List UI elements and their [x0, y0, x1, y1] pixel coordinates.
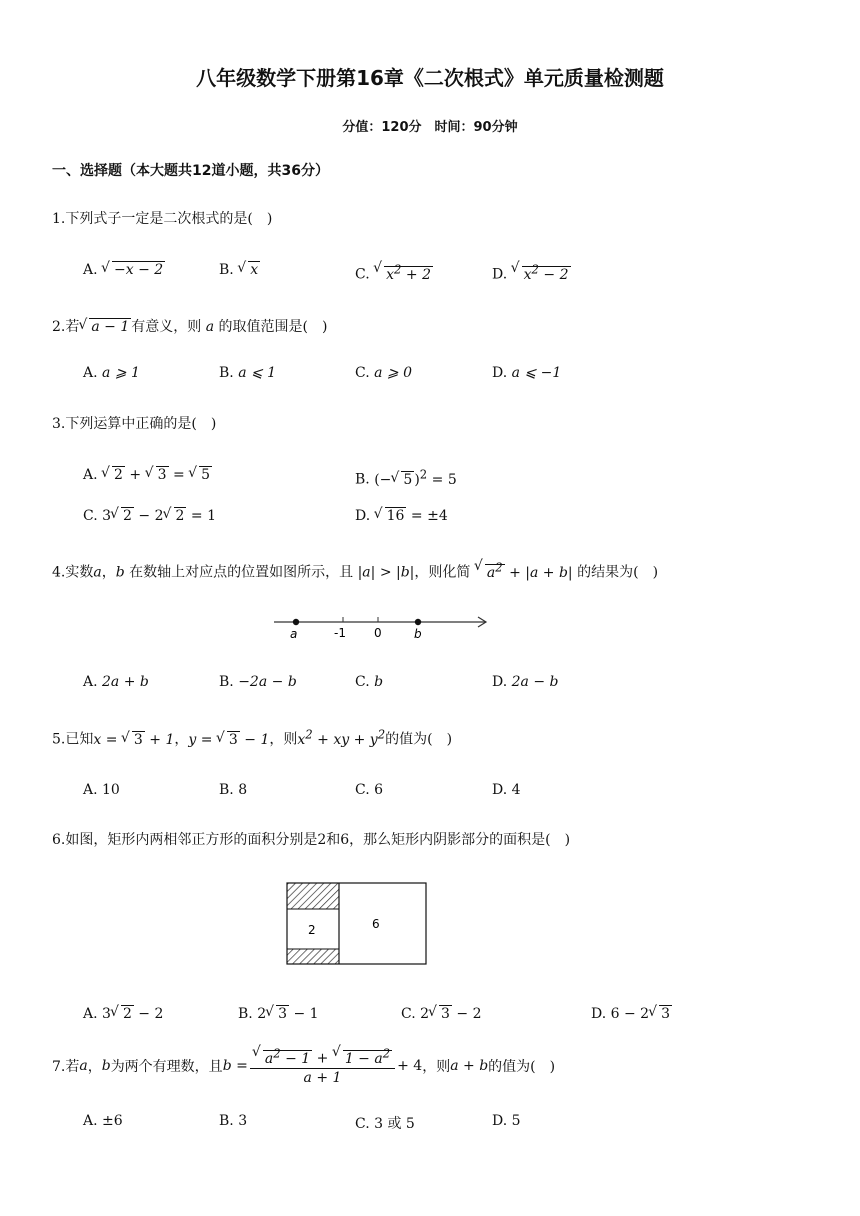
q5-option-c[interactable]: C. 6 [355, 782, 384, 798]
variable: b [115, 564, 125, 581]
option-label: A. [83, 1113, 98, 1129]
q1-option-d[interactable] [492, 262, 571, 283]
option-label: C. [401, 1006, 416, 1022]
q4-option-a[interactable] [83, 674, 149, 690]
formula: √ $a^2 + |a + b|$ [475, 565, 573, 581]
q3-option-a[interactable] [83, 467, 212, 483]
point-a [293, 619, 299, 625]
formula: 6 − 2√ 3 [611, 1006, 672, 1022]
option-label: D. [492, 674, 508, 690]
formula: 2√ 3 − 1 [257, 1006, 318, 1022]
option-label: A. [83, 365, 98, 381]
formula: a + b [450, 1057, 489, 1074]
q5-option-a[interactable]: A. 10 [83, 782, 120, 798]
q7-option-b[interactable]: B. 3 [219, 1113, 248, 1129]
formula: a ⩾ 0 [374, 365, 413, 381]
formula: b = [222, 1057, 248, 1074]
label-zero: 0 [374, 626, 382, 640]
question-6: 6.如图，矩形内两相邻正方形的面积分别是2和6，那么矩形内阴影部分的面积是( ) [52, 832, 571, 848]
label-a: a [290, 627, 298, 641]
q2-option-d[interactable] [492, 365, 561, 381]
formula: √ x [238, 262, 260, 278]
formula: −2a − b [238, 674, 297, 690]
formula: y = √ 3 − 1 [188, 732, 269, 748]
option-label: C. [83, 508, 98, 524]
q3-option-b[interactable] [355, 467, 457, 488]
q6-option-d[interactable] [591, 1006, 672, 1022]
shaded-top [287, 883, 339, 909]
formula: ±6 [102, 1113, 123, 1129]
formula: x = √ 3 + 1 [93, 732, 174, 748]
question-text: 2.若 [52, 319, 80, 335]
point-b [415, 619, 421, 625]
formula: (−√ 5 )$^2$ = 5 [374, 472, 457, 488]
variable: b [101, 1057, 111, 1074]
formula: 2a + b [102, 674, 149, 690]
option-label: D. [355, 508, 371, 524]
label-b: b [414, 627, 422, 641]
formula: √ a − 1 [79, 319, 131, 335]
formula: √ $x^2 - 2$ [512, 262, 571, 283]
option-label: A. [83, 674, 98, 690]
option-label: B. [355, 471, 370, 488]
small-square-label: 2 [308, 923, 316, 937]
variable: a [93, 564, 102, 581]
question-4: 4.实数a，b 在数轴上对应点的位置如图所示，且 |a| > |b|，则化简 √ $a^2 + |a + b|$ 的结果为( ) [52, 560, 658, 582]
q1-option-a[interactable] [83, 262, 165, 278]
q3-option-d[interactable] [355, 508, 448, 524]
question-5: 5.已知x = √ 3 + 1，y = √ 3 − 1，则$x^2$ + xy + $y^2$的值为( ) [52, 727, 452, 749]
formula: $x^2$ + xy + $y^2$ [297, 727, 386, 748]
number-line-figure [266, 605, 496, 645]
question-text: 在数轴上对应点的位置如图所示，且 [129, 564, 354, 581]
page-title: 八年级数学下册第16章《二次根式》单元质量检测题 [196, 66, 664, 90]
q6-option-a[interactable] [83, 1006, 163, 1022]
formula: √ $x^2 + 2$ [374, 262, 433, 283]
question-1: 1.下列式子一定是二次根式的是( ) [52, 211, 273, 227]
option-label: C. [355, 674, 370, 690]
formula: a ⩽ −1 [511, 365, 562, 381]
shaded-bottom [287, 949, 339, 964]
rectangle-figure [284, 880, 429, 968]
formula: 3√ 2 − 2 [102, 1006, 163, 1022]
q6-option-c[interactable] [401, 1006, 482, 1022]
variable: a [79, 1057, 88, 1074]
formula: 3√ 2 − 2√ 2 = 1 [102, 508, 216, 524]
question-text: 的值为( ) [488, 1058, 556, 1075]
option-label: C. [355, 266, 370, 283]
option-label: A. [83, 262, 98, 278]
option-label: A. [83, 467, 98, 483]
q4-option-d[interactable] [492, 674, 559, 690]
q7-option-c[interactable]: C. 3 或 5 [355, 1116, 415, 1132]
question-text: 为两个有理数，且 [110, 1058, 223, 1075]
question-text: 有意义，则 [131, 319, 202, 335]
q5-option-d[interactable]: D. 4 [492, 782, 521, 798]
option-label: C. [355, 365, 370, 381]
question-7: 7.若 a ， b 为两个有理数，且 b = √ $\frac{a^2 - 1 + √ 1 - a^2}{a + 1}$ + 4 ，则 a + b 的值为( ) [52, 1046, 555, 1086]
fraction-formula: √ $\frac{a^2 - 1 + √ 1 - a^2}{a + 1}$ [250, 1046, 395, 1086]
option-label: D. [492, 365, 508, 381]
option-label: B. [219, 262, 234, 278]
question-text: 的值为( ) [385, 731, 453, 748]
section-heading: 一、选择题（本大题共12道小题，共36分） [52, 163, 329, 179]
q6-option-b[interactable] [238, 1006, 319, 1022]
option-label: D. [492, 266, 508, 283]
option-label: B. [238, 1006, 253, 1022]
question-text: 的取值范围是( ) [218, 319, 328, 335]
question-text: 7.若 [52, 1058, 80, 1075]
formula: √ −x − 2 [102, 262, 165, 278]
formula: 2√ 3 − 2 [420, 1006, 481, 1022]
q4-option-c[interactable] [355, 674, 383, 690]
q1-option-b[interactable] [219, 262, 260, 278]
formula: + 4 [397, 1057, 423, 1074]
q2-option-a[interactable] [83, 365, 140, 381]
q4-option-b[interactable] [219, 674, 297, 690]
label-minus-one: -1 [334, 626, 346, 640]
formula: a ⩾ 1 [102, 365, 140, 381]
large-square-label: 6 [372, 917, 380, 931]
question-text: ，则化简 [414, 564, 471, 581]
question-3: 3.下列运算中正确的是( ) [52, 416, 217, 432]
option-label: B. [219, 365, 234, 381]
q2-option-c[interactable] [355, 365, 412, 381]
formula: 2a − b [511, 674, 559, 690]
option-label: D. [591, 1006, 607, 1022]
question-2 [52, 316, 327, 336]
variable: a [201, 319, 219, 335]
formula: √ 2 + √ 3 = √ 5 [102, 467, 212, 483]
q3-option-c[interactable] [83, 508, 216, 524]
question-text: 5.已知 [52, 731, 94, 748]
formula: a ⩽ 1 [238, 365, 277, 381]
q5-option-b[interactable]: B. 8 [219, 782, 248, 798]
q7-option-a[interactable] [83, 1113, 123, 1129]
option-label: A. [83, 1006, 98, 1022]
exam-info: 分值：120分 时间：90分钟 [342, 120, 518, 135]
q7-option-d[interactable]: D. 5 [492, 1113, 521, 1129]
question-text: 4.实数 [52, 564, 94, 581]
question-text: 的结果为( ) [577, 564, 659, 581]
formula: |a| > |b| [357, 564, 415, 581]
q1-option-c[interactable] [355, 262, 433, 283]
option-label: B. [219, 674, 234, 690]
q2-option-b[interactable] [219, 365, 276, 381]
formula: b [374, 674, 384, 690]
formula: √ 16 = ±4 [375, 508, 448, 524]
